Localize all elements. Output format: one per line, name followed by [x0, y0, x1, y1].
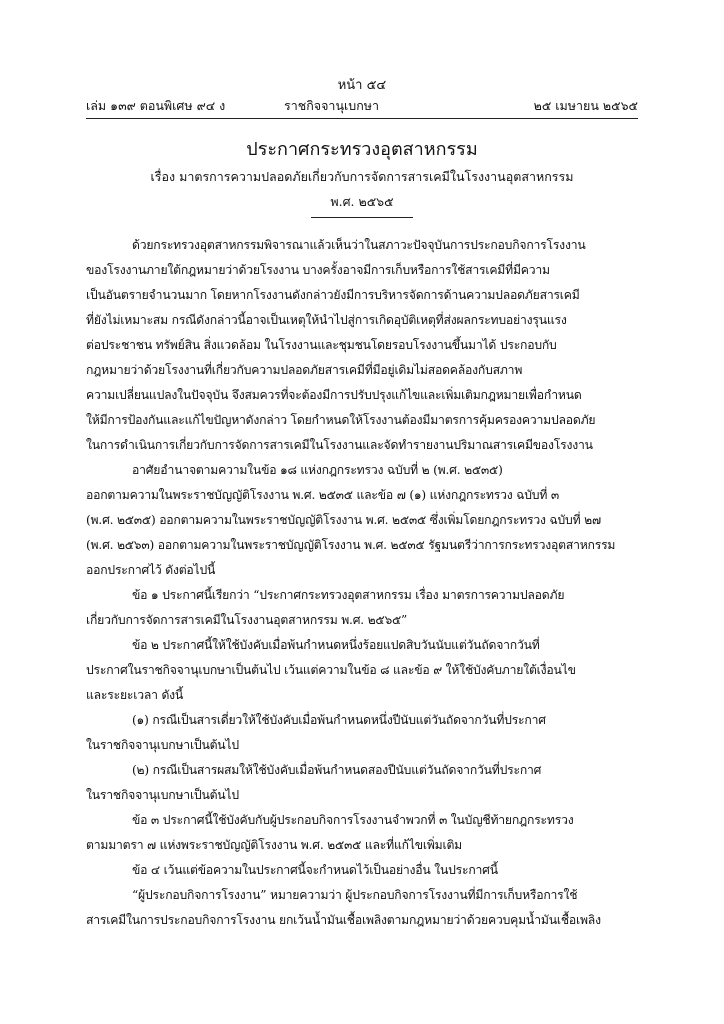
- announcement-subject: เรื่อง มาตรการความปลอดภัยเกี่ยวกับการจัดการสารเคมีในโรงงานอุตสาหกรรม: [150, 169, 574, 184]
- gazette-name: ราชกิจจานุเบกษา: [284, 98, 380, 113]
- body-line: กฎหมายว่าด้วยโรงงานที่เกี่ยวกับความปลอดภัยสารเคมีที่มีอยู่เดิมไม่สอดคล้องกับสภาพ: [86, 363, 523, 377]
- body-line: ความเปลี่ยนแปลงในปัจจุบัน จึงสมควรที่จะต้องมีการปรับปรุงแก้ไขและเพิ่มเติมกฎหมายเพื่อกำหนด: [86, 388, 582, 402]
- body-line: ในราชกิจจานุเบกษาเป็นต้นไป: [86, 788, 239, 802]
- body-line: (พ.ศ. ๒๕๖๓) ออกตามความในพระราชบัญญัติโรงงาน พ.ศ. ๒๕๓๕ รัฐมนตรีว่าการกระทรวงอุตสาหกรรม: [86, 538, 616, 552]
- publication-date: ๒๕ เมษายน ๒๕๖๕: [533, 98, 638, 113]
- body-line: ประกาศในราชกิจจานุเบกษาเป็นต้นไป เว้นแต่ความในข้อ ๘ และข้อ ๙ ให้ใช้บังคับภายใต้เงื่อนไข: [86, 663, 576, 677]
- volume-info: เล่ม ๑๓๙ ตอนพิเศษ ๙๔ ง: [86, 98, 226, 113]
- definition-line: “ผู้ประกอบกิจการโรงงาน” หมายความว่า ผู้ประกอบกิจการโรงงานที่มีการเก็บหรือการใช้: [132, 888, 578, 902]
- body-line: ออกตามความในพระราชบัญญัติโรงงาน พ.ศ. ๒๕๓๕ และข้อ ๗ (๑) แห่งกฎกระทรวง ฉบับที่ ๓: [86, 488, 559, 502]
- body-line: ในราชกิจจานุเบกษาเป็นต้นไป: [86, 738, 239, 752]
- body-line: ให้มีการป้องกันและแก้ไขปัญหาดังกล่าว โดยกำหนดให้โรงงานต้องมีมาตรการคุ้มครองความปลอดภัย: [86, 413, 596, 427]
- body-line: เกี่ยวกับการจัดการสารเคมีในโรงงานอุตสาหกรรม พ.ศ. ๒๕๖๕”: [86, 613, 408, 627]
- body-line: ด้วยกระทรวงอุตสาหกรรมพิจารณาแล้วเห็นว่าในสภาวะปัจจุบันการประกอบกิจการโรงงาน: [132, 238, 586, 252]
- body-line: (พ.ศ. ๒๕๓๕) ออกตามความในพระราชบัญญัติโรงงาน พ.ศ. ๒๕๓๕ ซึ่งเพิ่มโดยกฎกระทรวง ฉบับที่ ๒๗: [86, 513, 601, 527]
- title-divider: [311, 217, 413, 218]
- page-number: หน้า ๕๔: [337, 78, 387, 93]
- body-line: สารเคมีในการประกอบกิจการโรงงาน ยกเว้นน้ำมันเชื้อเพลิงตามกฎหมายว่าด้วยควบคุมน้ำมันเชื้อเพลิง: [86, 913, 601, 927]
- body-line: ออกประกาศไว้ ดังต่อไปนี้: [86, 563, 216, 577]
- clause-line: ข้อ ๓ ประกาศนี้ใช้บังคับกับผู้ประกอบกิจการโรงงานจำพวกที่ ๓ ในบัญชีท้ายกฎกระทรวง: [132, 813, 574, 827]
- gazette-header: [86, 96, 638, 116]
- sub-clause-line: (๑) กรณีเป็นสารเดี่ยวให้ใช้บังคับเมื่อพ้นกำหนดหนึ่งปีนับแต่วันถัดจากวันที่ประกาศ: [132, 713, 546, 727]
- body-line: อาศัยอำนาจตามความในข้อ ๑๘ แห่งกฎกระทรวง ฉบับที่ ๒ (พ.ศ. ๒๕๓๕): [132, 463, 503, 477]
- announcement-year: พ.ศ. ๒๕๖๕: [330, 194, 394, 209]
- body-line: เป็นอันตรายจำนวนมาก โดยหากโรงงานดังกล่าวยังมีการบริหารจัดการด้านความปลอดภัยสารเคมี: [86, 288, 580, 302]
- body-line: ต่อประชาชน ทรัพย์สิน สิ่งแวดล้อม ในโรงงานและชุมชนโดยรอบโรงงานขึ้นมาได้ ประกอบกับ: [86, 338, 557, 352]
- announcement-title: ประกาศกระทรวงอุตสาหกรรม: [246, 139, 478, 160]
- body-line: ที่ยังไม่เหมาะสม กรณีดังกล่าวนี้อาจเป็นเหตุให้นำไปสู่การเกิดอุบัติเหตุที่ส่งผลกระทบอย่างรุนแรง: [86, 313, 567, 327]
- clause-line: ข้อ ๒ ประกาศนี้ให้ใช้บังคับเมื่อพ้นกำหนดหนึ่งร้อยแปดสิบวันนับแต่วันถัดจากวันที่: [132, 638, 540, 652]
- header-rule: [86, 118, 638, 119]
- body-line: ในการดำเนินการเกี่ยวกับการจัดการสารเคมีในโรงงานและจัดทำรายงานปริมาณสารเคมีของโรงงาน: [86, 438, 593, 452]
- clause-line: ข้อ ๔ เว้นแต่ข้อความในประกาศนี้จะกำหนดไว้เป็นอย่างอื่น ในประกาศนี้: [132, 863, 498, 877]
- body-line: ของโรงงานภายใต้กฎหมายว่าด้วยโรงงาน บางครั้งอาจมีการเก็บหรือการใช้สารเคมีที่มีความ: [86, 263, 550, 277]
- body-line: ตามมาตรา ๗ แห่งพระราชบัญญัติโรงงาน พ.ศ. ๒๕๓๕ และที่แก้ไขเพิ่มเติม: [86, 838, 463, 852]
- clause-line: ข้อ ๑ ประกาศนี้เรียกว่า “ประกาศกระทรวงอุตสาหกรรม เรื่อง มาตรการความปลอดภัย: [132, 588, 565, 602]
- sub-clause-line: (๒) กรณีเป็นสารผสมให้ใช้บังคับเมื่อพ้นกำหนดสองปีนับแต่วันถัดจากวันที่ประกาศ: [132, 763, 542, 777]
- body-line: และระยะเวลา ดังนี้: [86, 688, 184, 702]
